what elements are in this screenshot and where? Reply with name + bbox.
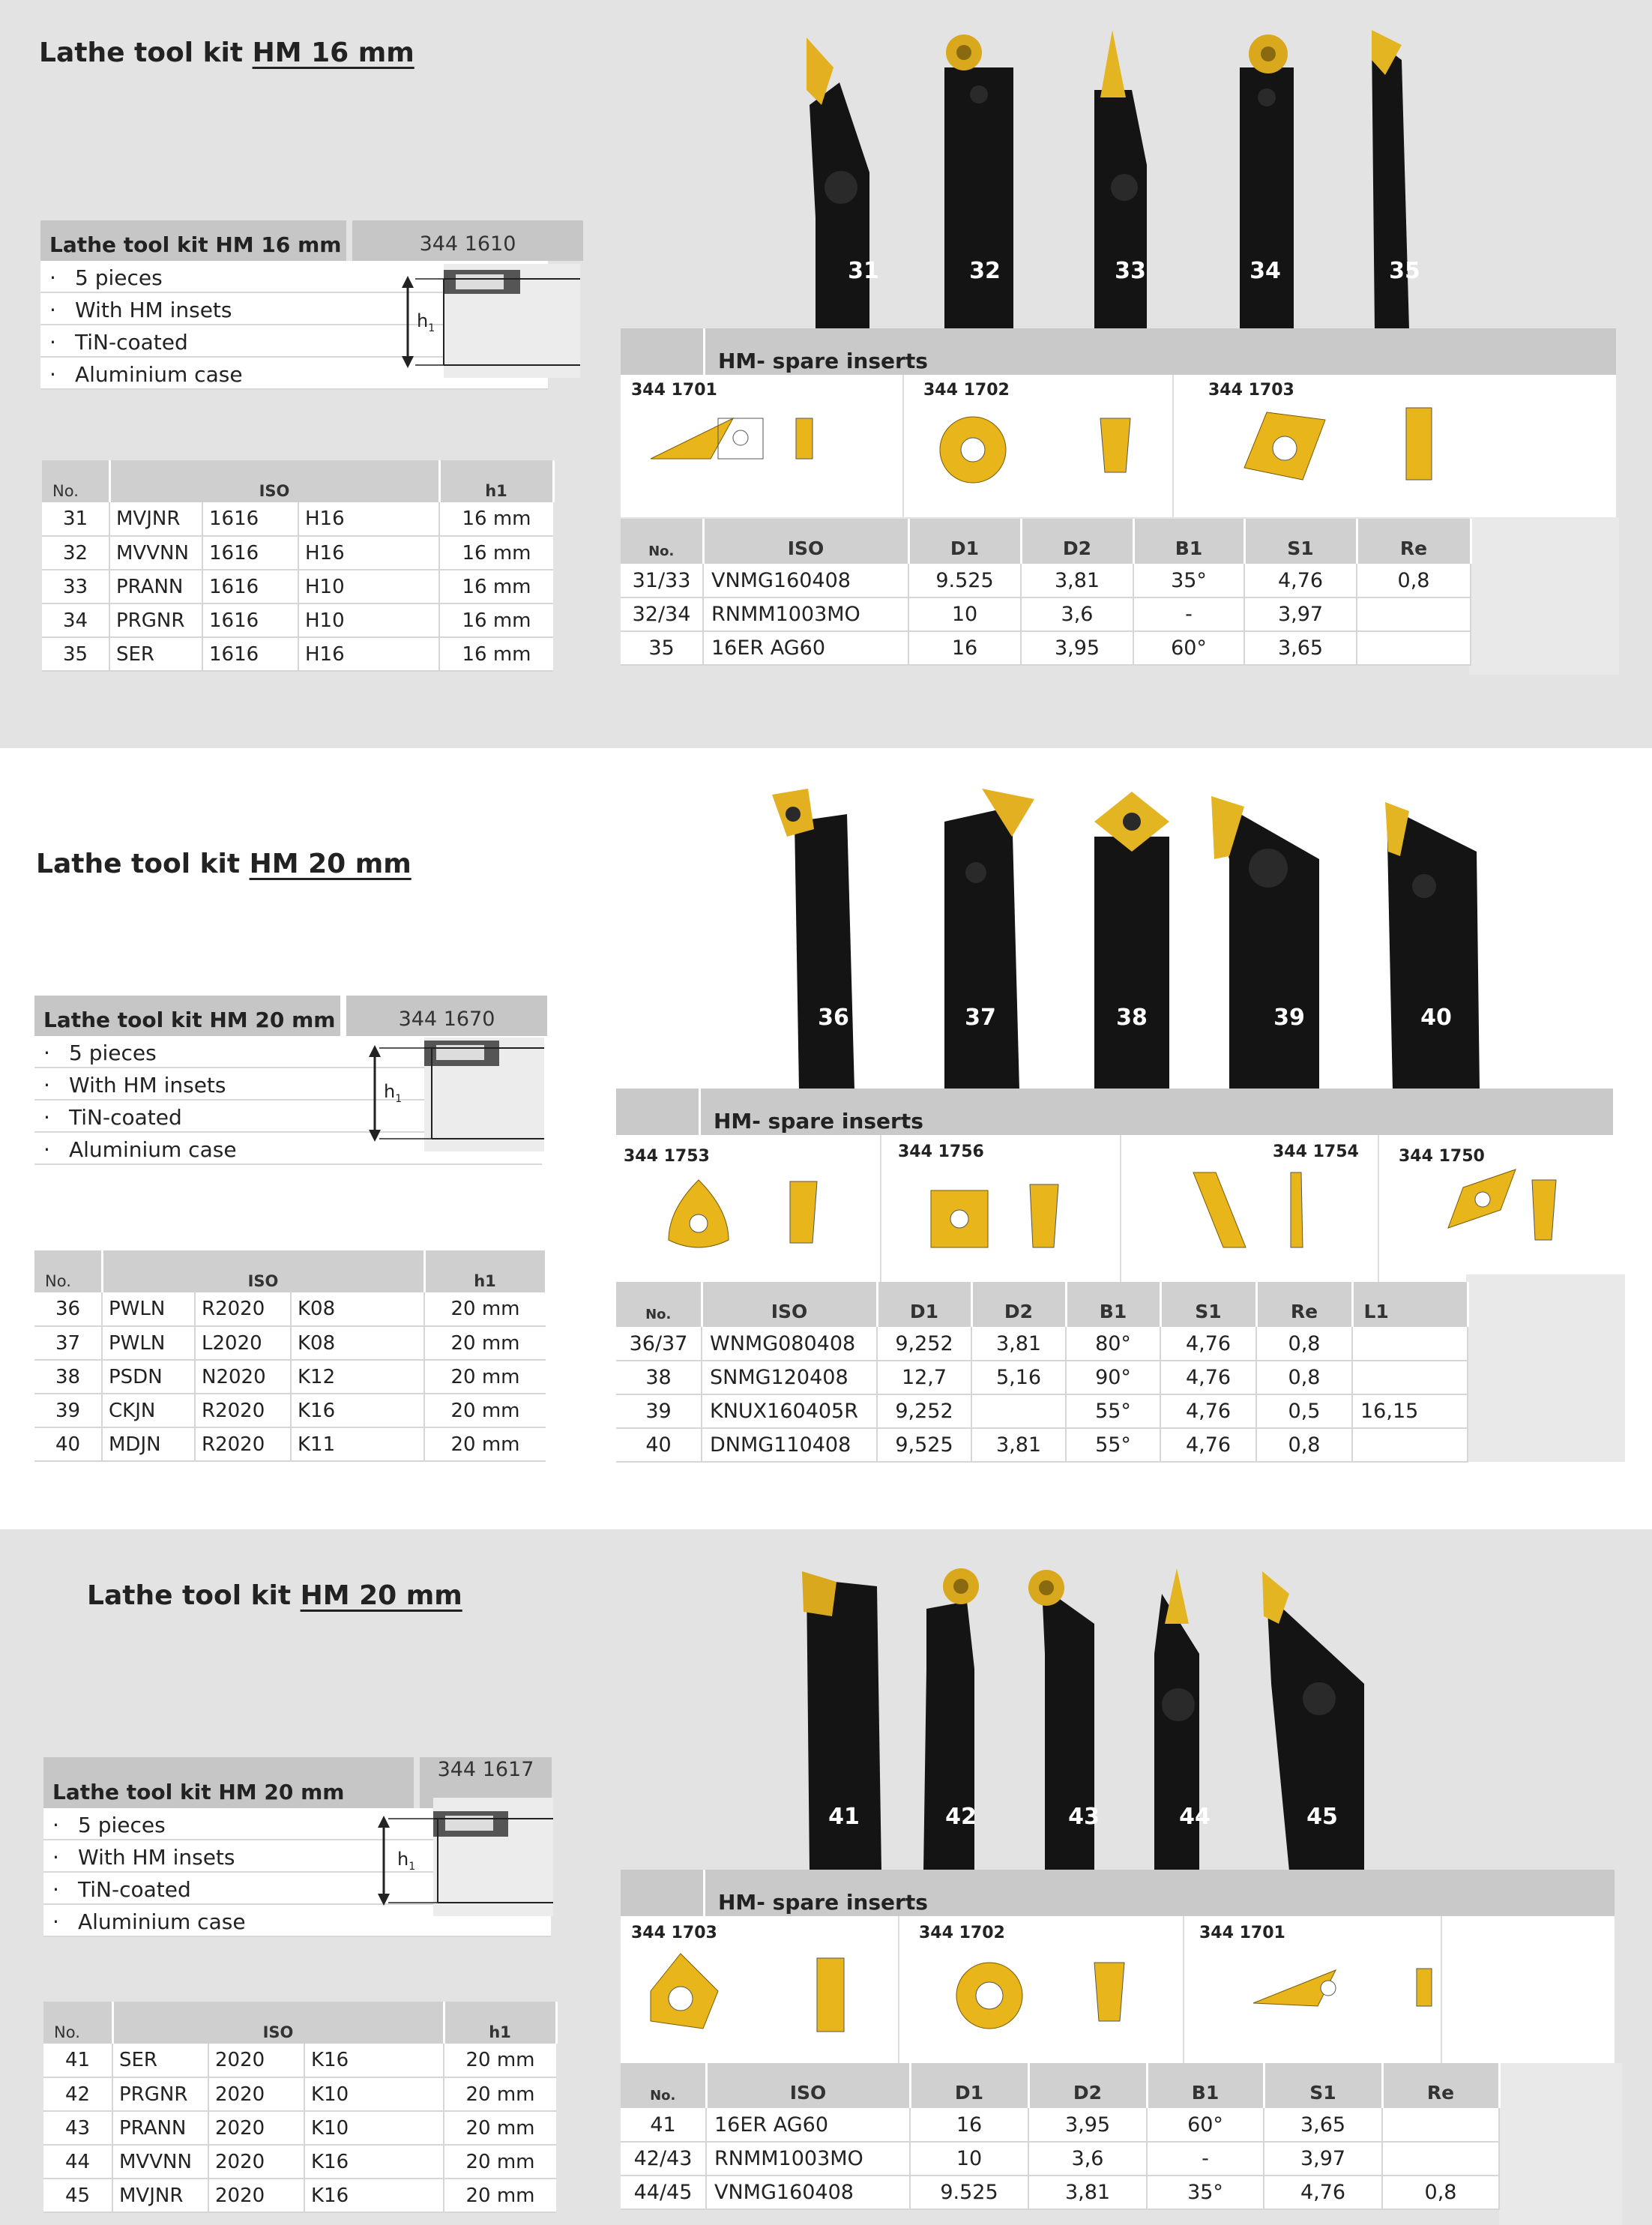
tool-number: 39 [1273, 1005, 1305, 1031]
kit-feature: · Aluminium case [43, 1905, 551, 1937]
insert-drawings [621, 1916, 1615, 2063]
tool-holder-image [1385, 802, 1480, 1090]
tool-holder-image [1211, 796, 1319, 1090]
tool-number: 45 [1306, 1804, 1338, 1830]
tool-number: 42 [945, 1804, 977, 1830]
kit-name: Lathe tool kit HM 20 mm [34, 996, 340, 1036]
tool-holder-image [1094, 30, 1147, 330]
insert-code: 344 1701 [1199, 1924, 1285, 1942]
kit-info-box [40, 220, 565, 393]
table-row: 35 SER 1616 H16 16 mm [42, 637, 553, 671]
height-diagram [393, 264, 580, 378]
tool-photos [765, 784, 1484, 1090]
insert-code: 344 1750 [1399, 1147, 1485, 1166]
insert-code: 344 1703 [1208, 381, 1294, 400]
table-row: 40 DNMG110408 9,525 3,81 55° 4,76 0,8 [616, 1428, 1468, 1462]
insert-shapes [621, 1916, 1615, 2063]
h1-label: $h_1$ [397, 1849, 416, 1873]
table-row: 36 PWLN R2020 K08 20 mm [34, 1292, 546, 1326]
insert-code: 344 1703 [631, 1924, 717, 1942]
kit-feature: · 5 pieces [34, 1036, 542, 1068]
kit-feature: · With HM insets [43, 1840, 551, 1873]
insert-drawings [621, 375, 1616, 517]
table-row: 44 MVVNN 2020 K16 20 mm [43, 2145, 556, 2179]
tool-holder-image [807, 37, 869, 330]
tool-number: 43 [1068, 1804, 1100, 1830]
tools-table: No. ISO h1 36 PWLN R2020 K08 20 mm 37 PWLN L2020 K08 20 mm 38 PSDN N2020 K12 20 mm 39 CKJN R2020 K16 20 mm 40 MDJN R2020 K11 20 mm [34, 1250, 547, 1462]
insert-code: 344 1702 [923, 381, 1010, 400]
height-diagram [357, 1038, 544, 1151]
spare-inserts-header: HM- spare inserts [616, 1089, 1613, 1135]
kit-feature: · TiN-coated [43, 1873, 551, 1905]
tool-number: 34 [1249, 258, 1281, 284]
table-row: 41 SER 2020 K16 20 mm [43, 2044, 556, 2077]
table-row: 38 PSDN N2020 K12 20 mm [34, 1360, 546, 1394]
kit-order-code: 344 1610 [352, 220, 583, 261]
table-row: 43 PRANN 2020 K10 20 mm [43, 2111, 556, 2145]
table-row: 36/37 WNMG080408 9,252 3,81 80° 4,76 0,8 [616, 1327, 1468, 1361]
table-row: 44/45 VNMG160408 9.525 3,81 35° 4,76 0,8 [621, 2176, 1499, 2209]
insert-code: 344 1701 [631, 381, 717, 400]
table-row: 32/34 RNMM1003MO 10 3,6 - 3,97 [621, 597, 1471, 631]
kit-order-code: 344 1670 [346, 996, 547, 1036]
section-title: Lathe tool kit HM 20 mm [36, 849, 412, 879]
table-row: 39 KNUX160405R 9,252 55° 4,76 0,5 16,15 [616, 1394, 1468, 1428]
table-row: 41 16ER AG60 16 3,95 60° 3,65 [621, 2108, 1499, 2142]
kit-feature: · 5 pieces [40, 261, 548, 293]
insert-code: 344 1753 [624, 1147, 710, 1166]
insert-code: 344 1702 [919, 1924, 1005, 1942]
table-row: 39 CKJN R2020 K16 20 mm [34, 1394, 546, 1427]
table-row: 40 MDJN R2020 K11 20 mm [34, 1427, 546, 1461]
kit-feature: · TiN-coated [34, 1101, 542, 1133]
kit-order-code: 344 1617 [420, 1757, 552, 1808]
col-no: No. [42, 460, 109, 502]
table-row: 38 SNMG120408 12,7 5,16 90° 4,76 0,8 [616, 1361, 1468, 1394]
tool-number: 40 [1420, 1005, 1452, 1031]
tool-holder-image [1240, 34, 1294, 330]
kit-feature: · With HM insets [40, 293, 548, 325]
insert-code: 344 1754 [1273, 1142, 1359, 1161]
table-row: 45 MVJNR 2020 K16 20 mm [43, 2179, 556, 2212]
spare-inserts-header: HM- spare inserts [621, 328, 1616, 375]
insert-code: 344 1756 [898, 1142, 984, 1161]
tool-holder-image [772, 789, 854, 1090]
insert-shapes [616, 1135, 1613, 1282]
table-row: 33 PRANN 1616 H10 16 mm [42, 570, 553, 603]
table-row: 42 PRGNR 2020 K10 20 mm [43, 2077, 556, 2111]
table-row: 31 MVJNR 1616 H16 16 mm [42, 502, 553, 536]
col-h1: h1 [439, 460, 553, 502]
table-row: 37 PWLN L2020 K08 20 mm [34, 1326, 546, 1360]
kit-info-box [34, 996, 559, 1168]
kit-feature: · With HM insets [34, 1068, 542, 1101]
tool-number: 38 [1116, 1005, 1148, 1031]
height-diagram [366, 1798, 553, 1916]
table-row: 31/33 VNMG160408 9.525 3,81 35° 4,76 0,8 [621, 564, 1471, 597]
tool-number: 35 [1389, 258, 1420, 284]
tool-holder-image [1094, 792, 1169, 1090]
kit-name: Lathe tool kit HM 20 mm [43, 1757, 414, 1808]
section-title: Lathe tool kit HM 20 mm [87, 1580, 462, 1611]
kit-name: Lathe tool kit HM 16 mm [40, 220, 346, 261]
spare-inserts-table: No. ISO D1 D2 B1 S1 Re L1 36/37 WNMG080408 9,252 3,81 80° 4,76 0,8 38 SNMG120408 12,7 5,16 90° 4,76 0,8 39 KNUX160405R 9,252 55° 4,76 0,5 16,15 40 DNMG110408 9,525 3,81 55° 4,76 0,8 [616, 1282, 1469, 1463]
spare-inserts-table: No. ISO D1 D2 B1 S1 Re 41 16ER AG60 16 3,95 60° 3,65 42/43 RNMM1003MO 10 3,6 - 3,97 44/45 VNMG160408 9.525 3,81 35° 4,76 0,8 [621, 2063, 1501, 2210]
table-row: 34 PRGNR 1616 H10 16 mm [42, 603, 553, 637]
kit-feature: · Aluminium case [34, 1133, 542, 1165]
tools-table [42, 460, 555, 672]
section-title: Lathe tool kit HM 16 mm [39, 37, 414, 68]
kit-feature: · Aluminium case [40, 358, 548, 390]
kit-info-box [43, 1757, 568, 1942]
kit-feature: · 5 pieces [43, 1808, 551, 1840]
spare-inserts-header: HM- spare inserts [621, 1870, 1615, 1916]
table-row: 35 16ER AG60 16 3,95 60° 3,65 [621, 631, 1471, 665]
kit-feature: · TiN-coated [40, 325, 548, 358]
h1-label: $h_1$ [417, 310, 435, 334]
tool-number: 33 [1115, 258, 1146, 284]
insert-drawings [616, 1135, 1613, 1282]
h1-label: $h_1$ [384, 1081, 403, 1105]
table-row: 32 MVVNN 1616 H16 16 mm [42, 536, 553, 570]
tool-holder-image [944, 789, 1034, 1090]
spare-inserts-table: No. ISO D1 D2 B1 S1 Re 31/33 VNMG160408 9.525 3,81 35° 4,76 0,8 32/34 RNMM1003MO 10 3,6 - 3,97 35 16ER AG60 16 3,95 60° 3,65 [621, 519, 1472, 666]
tool-holder-image [1372, 30, 1409, 330]
tool-number: 31 [848, 258, 879, 284]
tool-holder-image [944, 34, 1013, 330]
tool-number: 41 [828, 1804, 860, 1830]
tool-number: 44 [1179, 1804, 1211, 1830]
tool-number: 36 [818, 1005, 849, 1031]
col-iso: ISO [109, 460, 439, 502]
insert-shapes [621, 375, 1616, 517]
tools-table: No. ISO h1 41 SER 2020 K16 20 mm 42 PRGNR 2020 K10 20 mm 43 PRANN 2020 K10 20 mm 44 MVVNN 2020 K16 20 mm 45 MVJNR 2020 K16 20 mm [43, 2002, 558, 2213]
table-row: 42/43 RNMM1003MO 10 3,6 - 3,97 [621, 2142, 1499, 2176]
tool-number: 37 [965, 1005, 996, 1031]
tool-number: 32 [969, 258, 1001, 284]
